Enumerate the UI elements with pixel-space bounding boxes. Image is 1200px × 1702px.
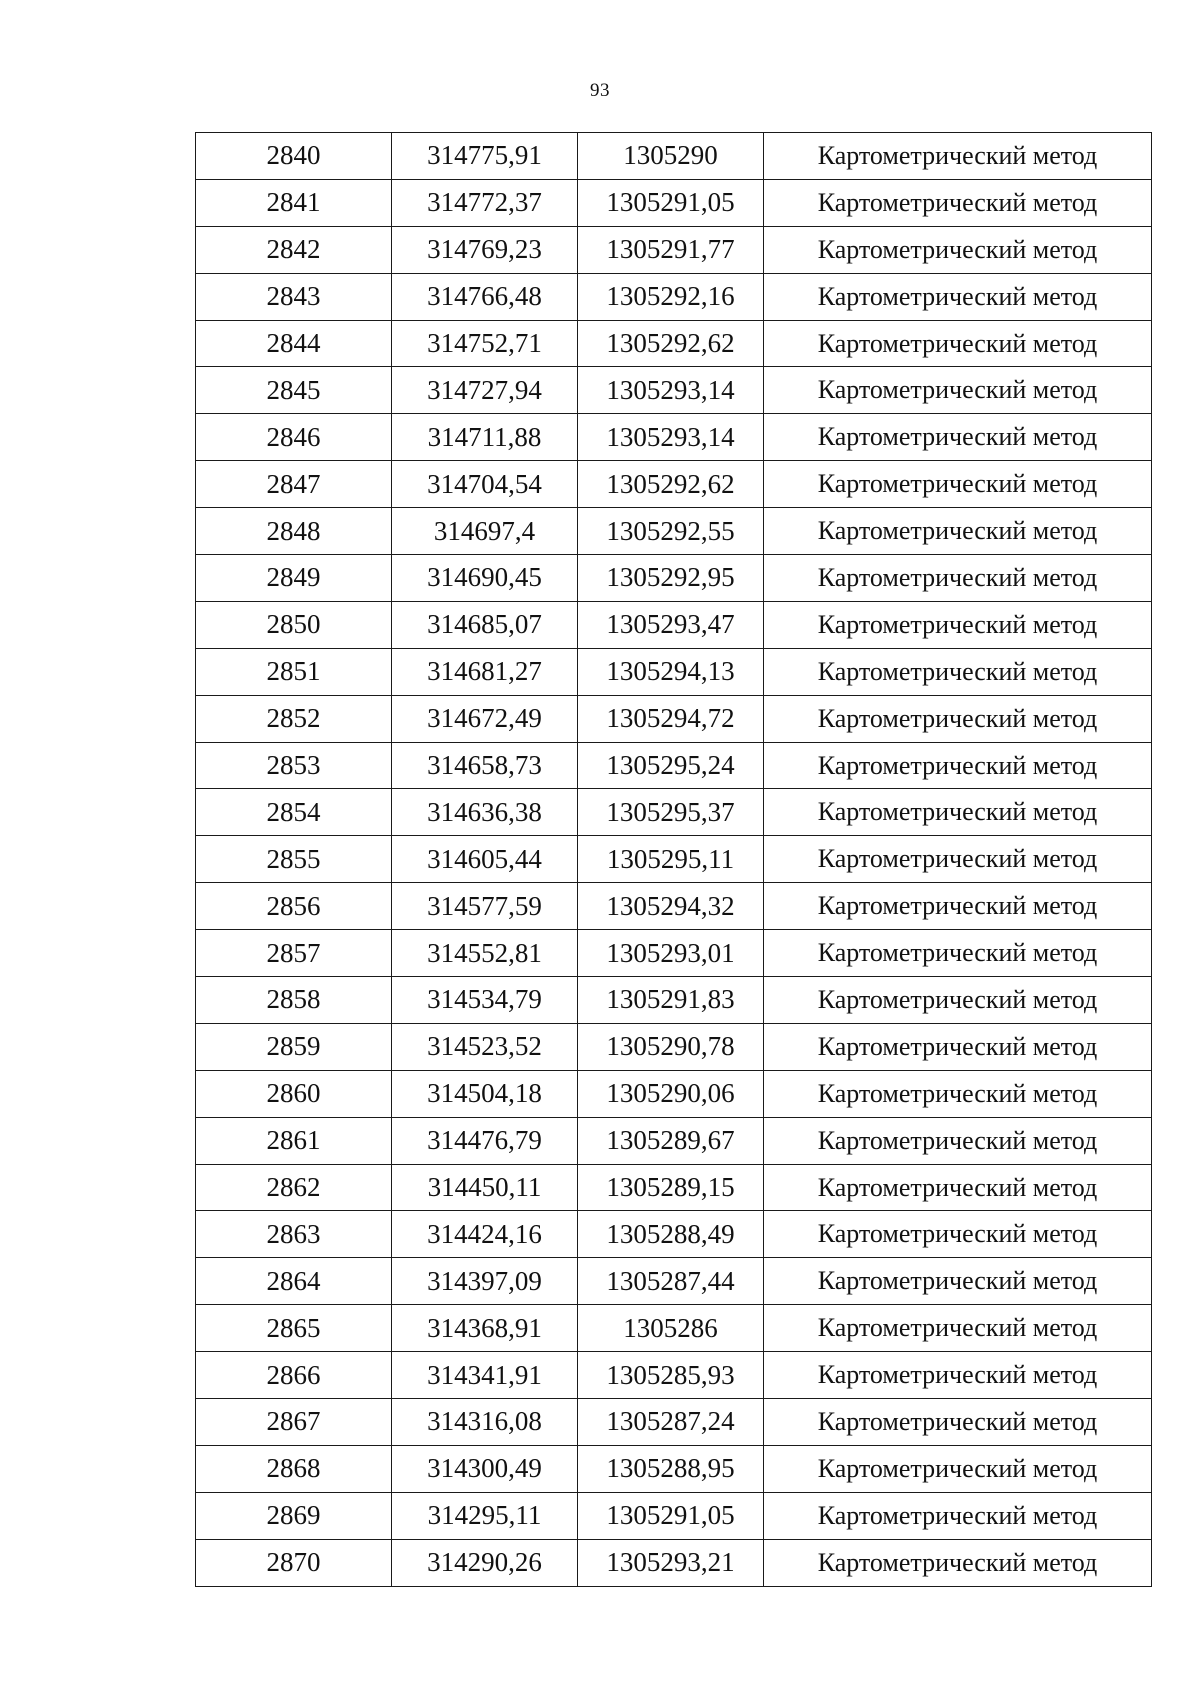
point-number-cell: 2854 (196, 789, 392, 836)
table-row (196, 133, 1152, 180)
table-row (196, 1539, 1152, 1586)
y-coordinate-cell: 1305295,24 (578, 742, 764, 789)
table-row (196, 883, 1152, 930)
table-row (196, 742, 1152, 789)
method-cell: Картометрический метод (764, 1211, 1152, 1258)
method-cell: Картометрический метод (764, 1399, 1152, 1446)
y-coordinate-cell: 1305292,55 (578, 508, 764, 555)
y-coordinate-cell: 1305293,01 (578, 930, 764, 977)
table-row (196, 1305, 1152, 1352)
table-row (196, 1070, 1152, 1117)
table-row (196, 1164, 1152, 1211)
x-coordinate-cell: 314300,49 (392, 1445, 578, 1492)
y-coordinate-cell: 1305295,37 (578, 789, 764, 836)
x-coordinate-cell: 314658,73 (392, 742, 578, 789)
y-coordinate-cell: 1305294,32 (578, 883, 764, 930)
y-coordinate-cell: 1305291,05 (578, 1492, 764, 1539)
x-coordinate-cell: 314690,45 (392, 555, 578, 602)
x-coordinate-cell: 314727,94 (392, 367, 578, 414)
method-cell: Картометрический метод (764, 508, 1152, 555)
method-cell: Картометрический метод (764, 836, 1152, 883)
y-coordinate-cell: 1305290 (578, 133, 764, 180)
point-number-cell: 2864 (196, 1258, 392, 1305)
method-cell: Картометрический метод (764, 179, 1152, 226)
point-number-cell: 2843 (196, 273, 392, 320)
x-coordinate-cell: 314636,38 (392, 789, 578, 836)
point-number-cell: 2859 (196, 1023, 392, 1070)
point-number-cell: 2865 (196, 1305, 392, 1352)
method-cell: Картометрический метод (764, 461, 1152, 508)
table-row (196, 1399, 1152, 1446)
y-coordinate-cell: 1305286 (578, 1305, 764, 1352)
method-cell: Картометрический метод (764, 226, 1152, 273)
y-coordinate-cell: 1305287,24 (578, 1399, 764, 1446)
table-row (196, 1117, 1152, 1164)
y-coordinate-cell: 1305285,93 (578, 1352, 764, 1399)
method-cell: Картометрический метод (764, 555, 1152, 602)
table-row (196, 1445, 1152, 1492)
method-cell: Картометрический метод (764, 742, 1152, 789)
x-coordinate-cell: 314766,48 (392, 273, 578, 320)
point-number-cell: 2867 (196, 1399, 392, 1446)
point-number-cell: 2862 (196, 1164, 392, 1211)
method-cell: Картометрический метод (764, 601, 1152, 648)
table-row (196, 367, 1152, 414)
y-coordinate-cell: 1305288,95 (578, 1445, 764, 1492)
point-number-cell: 2866 (196, 1352, 392, 1399)
method-cell: Картометрический метод (764, 1445, 1152, 1492)
x-coordinate-cell: 314534,79 (392, 977, 578, 1024)
point-number-cell: 2863 (196, 1211, 392, 1258)
x-coordinate-cell: 314523,52 (392, 1023, 578, 1070)
point-number-cell: 2858 (196, 977, 392, 1024)
point-number-cell: 2868 (196, 1445, 392, 1492)
point-number-cell: 2847 (196, 461, 392, 508)
x-coordinate-cell: 314397,09 (392, 1258, 578, 1305)
x-coordinate-cell: 314681,27 (392, 648, 578, 695)
coordinates-table (195, 132, 1152, 1587)
y-coordinate-cell: 1305289,15 (578, 1164, 764, 1211)
method-cell: Картометрический метод (764, 695, 1152, 742)
x-coordinate-cell: 314476,79 (392, 1117, 578, 1164)
x-coordinate-cell: 314290,26 (392, 1539, 578, 1586)
x-coordinate-cell: 314368,91 (392, 1305, 578, 1352)
y-coordinate-cell: 1305289,67 (578, 1117, 764, 1164)
x-coordinate-cell: 314685,07 (392, 601, 578, 648)
point-number-cell: 2848 (196, 508, 392, 555)
x-coordinate-cell: 314552,81 (392, 930, 578, 977)
x-coordinate-cell: 314772,37 (392, 179, 578, 226)
point-number-cell: 2852 (196, 695, 392, 742)
table-row (196, 977, 1152, 1024)
y-coordinate-cell: 1305293,21 (578, 1539, 764, 1586)
table-row (196, 1492, 1152, 1539)
y-coordinate-cell: 1305291,77 (578, 226, 764, 273)
table-row (196, 601, 1152, 648)
y-coordinate-cell: 1305292,16 (578, 273, 764, 320)
y-coordinate-cell: 1305291,05 (578, 179, 764, 226)
table-row (196, 273, 1152, 320)
table-row (196, 508, 1152, 555)
y-coordinate-cell: 1305292,62 (578, 461, 764, 508)
table-row (196, 1352, 1152, 1399)
y-coordinate-cell: 1305292,62 (578, 320, 764, 367)
method-cell: Картометрический метод (764, 977, 1152, 1024)
method-cell: Картометрический метод (764, 320, 1152, 367)
table-row (196, 1258, 1152, 1305)
point-number-cell: 2851 (196, 648, 392, 695)
point-number-cell: 2840 (196, 133, 392, 180)
point-number-cell: 2842 (196, 226, 392, 273)
point-number-cell: 2846 (196, 414, 392, 461)
y-coordinate-cell: 1305294,13 (578, 648, 764, 695)
method-cell: Картометрический метод (764, 1117, 1152, 1164)
x-coordinate-cell: 314605,44 (392, 836, 578, 883)
method-cell: Картометрический метод (764, 648, 1152, 695)
y-coordinate-cell: 1305295,11 (578, 836, 764, 883)
table-row (196, 789, 1152, 836)
page-number: 93 (590, 80, 610, 101)
x-coordinate-cell: 314424,16 (392, 1211, 578, 1258)
method-cell: Картометрический метод (764, 1258, 1152, 1305)
point-number-cell: 2853 (196, 742, 392, 789)
x-coordinate-cell: 314775,91 (392, 133, 578, 180)
method-cell: Картометрический метод (764, 930, 1152, 977)
method-cell: Картометрический метод (764, 1305, 1152, 1352)
y-coordinate-cell: 1305293,14 (578, 414, 764, 461)
table-row (196, 695, 1152, 742)
table-row (196, 930, 1152, 977)
point-number-cell: 2855 (196, 836, 392, 883)
table-row (196, 555, 1152, 602)
y-coordinate-cell: 1305290,78 (578, 1023, 764, 1070)
y-coordinate-cell: 1305288,49 (578, 1211, 764, 1258)
x-coordinate-cell: 314752,71 (392, 320, 578, 367)
table-row (196, 1211, 1152, 1258)
table-row (196, 226, 1152, 273)
method-cell: Картометрический метод (764, 273, 1152, 320)
x-coordinate-cell: 314672,49 (392, 695, 578, 742)
y-coordinate-cell: 1305287,44 (578, 1258, 764, 1305)
method-cell: Картометрический метод (764, 1352, 1152, 1399)
table-row (196, 648, 1152, 695)
x-coordinate-cell: 314769,23 (392, 226, 578, 273)
point-number-cell: 2869 (196, 1492, 392, 1539)
method-cell: Картометрический метод (764, 1023, 1152, 1070)
method-cell: Картометрический метод (764, 414, 1152, 461)
y-coordinate-cell: 1305294,72 (578, 695, 764, 742)
point-number-cell: 2870 (196, 1539, 392, 1586)
table-row (196, 179, 1152, 226)
point-number-cell: 2844 (196, 320, 392, 367)
point-number-cell: 2845 (196, 367, 392, 414)
x-coordinate-cell: 314711,88 (392, 414, 578, 461)
point-number-cell: 2861 (196, 1117, 392, 1164)
method-cell: Картометрический метод (764, 1492, 1152, 1539)
x-coordinate-cell: 314704,54 (392, 461, 578, 508)
point-number-cell: 2841 (196, 179, 392, 226)
x-coordinate-cell: 314450,11 (392, 1164, 578, 1211)
table-row (196, 320, 1152, 367)
point-number-cell: 2857 (196, 930, 392, 977)
x-coordinate-cell: 314316,08 (392, 1399, 578, 1446)
table-row (196, 836, 1152, 883)
method-cell: Картометрический метод (764, 133, 1152, 180)
y-coordinate-cell: 1305293,47 (578, 601, 764, 648)
table-row (196, 461, 1152, 508)
table-row (196, 1023, 1152, 1070)
y-coordinate-cell: 1305291,83 (578, 977, 764, 1024)
method-cell: Картометрический метод (764, 883, 1152, 930)
method-cell: Картометрический метод (764, 1539, 1152, 1586)
point-number-cell: 2860 (196, 1070, 392, 1117)
point-number-cell: 2856 (196, 883, 392, 930)
y-coordinate-cell: 1305293,14 (578, 367, 764, 414)
method-cell: Картометрический метод (764, 1070, 1152, 1117)
x-coordinate-cell: 314697,4 (392, 508, 578, 555)
method-cell: Картометрический метод (764, 789, 1152, 836)
table-row (196, 414, 1152, 461)
x-coordinate-cell: 314295,11 (392, 1492, 578, 1539)
x-coordinate-cell: 314504,18 (392, 1070, 578, 1117)
point-number-cell: 2849 (196, 555, 392, 602)
x-coordinate-cell: 314341,91 (392, 1352, 578, 1399)
y-coordinate-cell: 1305292,95 (578, 555, 764, 602)
method-cell: Картометрический метод (764, 367, 1152, 414)
coordinates-table-body (196, 133, 1152, 1587)
method-cell: Картометрический метод (764, 1164, 1152, 1211)
x-coordinate-cell: 314577,59 (392, 883, 578, 930)
y-coordinate-cell: 1305290,06 (578, 1070, 764, 1117)
point-number-cell: 2850 (196, 601, 392, 648)
